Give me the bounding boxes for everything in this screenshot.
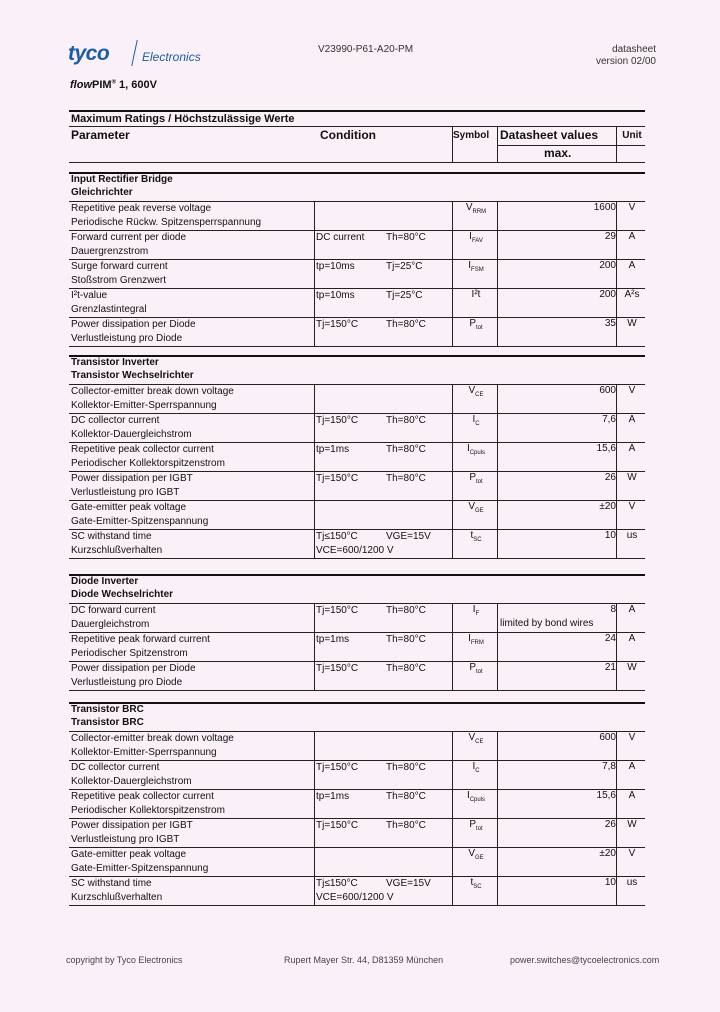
param-en: Power dissipation per Diode	[71, 663, 196, 674]
condition-2: Th=80°C	[386, 473, 426, 484]
symbol-sub: SC	[473, 537, 482, 543]
condition-2: Th=80°C	[386, 444, 426, 455]
product-title	[70, 79, 157, 91]
condition-1: tp=1ms	[316, 444, 350, 455]
col-div	[314, 847, 315, 876]
param-en: Repetitive peak forward current	[71, 634, 210, 645]
col-div	[314, 789, 315, 818]
symbol-sub: GE	[475, 855, 484, 861]
symbol-main: I	[472, 761, 476, 772]
symbol	[463, 662, 489, 675]
symbol	[463, 790, 489, 803]
condition-1: Tj≤150°C	[316, 531, 358, 542]
param-en: DC forward current	[71, 605, 156, 616]
param-de: Periodischer Kollektorspitzenstrom	[71, 458, 225, 469]
param-de: Kurzschlußverhalten	[71, 545, 163, 556]
col-div	[314, 471, 315, 500]
param-de: Periodische Rückw. Spitzensperrspannung	[71, 217, 262, 228]
param-en: Forward current per diode	[71, 232, 187, 243]
symbol-main: t	[470, 877, 474, 888]
doc-version: version 02/00	[595, 56, 656, 67]
param-de: Periodischer Spitzenstrom	[71, 648, 188, 659]
col-div	[452, 259, 453, 288]
symbol-sub: FSM	[471, 267, 484, 273]
value-max: 7,6	[602, 414, 616, 425]
section-title: Input Rectifier Bridge	[71, 174, 173, 185]
col-div	[314, 413, 315, 442]
symbol-main: I	[468, 633, 471, 644]
param-de: Gate-Emitter-Spitzenspannung	[71, 516, 209, 527]
param-de: Kollektor-Dauergleichstrom	[71, 429, 192, 440]
brand-name: tyco	[68, 42, 110, 65]
col-div	[616, 288, 617, 317]
condition-1: Tj=150°C	[316, 473, 359, 484]
section-rule	[69, 702, 645, 704]
col-div-symbol	[452, 126, 453, 162]
param-en: DC collector current	[71, 415, 160, 426]
symbol-main: V	[468, 848, 475, 859]
brand-divider	[131, 40, 138, 66]
col-div	[616, 632, 617, 661]
symbol	[463, 761, 489, 774]
condition-1: tp=1ms	[316, 791, 350, 802]
col-div	[314, 500, 315, 529]
symbol-sub: CE	[475, 739, 484, 745]
col-div	[616, 442, 617, 471]
symbol-main: P	[469, 819, 476, 830]
value-unit: W	[627, 318, 637, 329]
symbol-main: P	[469, 472, 476, 483]
symbol-sub: tot	[476, 325, 483, 331]
header-bottom-rule	[69, 162, 645, 163]
section-title: Diode Inverter	[71, 576, 139, 587]
condition-1: Tj=150°C	[316, 319, 359, 330]
brand-sub: Electronics	[142, 50, 201, 64]
table-top-rule	[69, 110, 645, 112]
condition-3: VCE=600/1200 V	[316, 892, 394, 903]
symbol-sub: FRM	[470, 640, 484, 646]
col-unit: Unit	[622, 130, 642, 141]
col-div	[497, 413, 498, 442]
product-sup: ®	[111, 79, 116, 86]
col-div	[452, 818, 453, 847]
symbol	[463, 472, 489, 485]
symbol	[463, 414, 489, 427]
value-max: 200	[599, 260, 616, 271]
col-div	[314, 603, 315, 632]
section-rule	[69, 574, 645, 576]
symbol-main: I	[466, 790, 470, 801]
symbol-main: t	[470, 530, 474, 541]
col-div	[497, 818, 498, 847]
symbol	[463, 231, 489, 244]
doc-meta	[596, 44, 656, 68]
section-bottom-rule	[69, 558, 645, 559]
condition-2: Th=80°C	[386, 820, 426, 831]
product-main: PIM	[92, 79, 112, 91]
value-max: 10	[604, 530, 616, 541]
symbol-main: I²t	[471, 289, 481, 300]
value-unit: A²s	[624, 289, 640, 300]
section-title: Transistor BRC	[71, 704, 144, 715]
param-en: Gate-emitter peak voltage	[71, 849, 187, 860]
value-max: 1600	[593, 202, 616, 213]
value-unit: A	[628, 790, 636, 801]
param-de: Grenzlastintegral	[71, 304, 147, 315]
symbol-main: I	[468, 260, 472, 271]
col-div	[314, 632, 315, 661]
symbol-sub: tot	[476, 826, 483, 832]
condition-2: Tj=25°C	[386, 290, 423, 301]
value-unit: V	[628, 501, 636, 512]
col-div	[452, 731, 453, 760]
section-title: Transistor Inverter	[71, 357, 159, 368]
param-de: Verlustleistung pro IGBT	[71, 834, 180, 845]
condition-2: VGE=15V	[386, 878, 431, 889]
symbol-sub: C	[475, 768, 480, 774]
condition-1: tp=10ms	[316, 290, 355, 301]
section-bottom-rule	[69, 690, 645, 691]
title-rule	[69, 126, 645, 127]
col-div	[452, 442, 453, 471]
value-max: ±20	[599, 848, 616, 859]
col-div	[616, 413, 617, 442]
col-div	[616, 201, 617, 230]
col-div	[452, 876, 453, 905]
col-div	[314, 259, 315, 288]
col-div	[314, 230, 315, 259]
symbol-main: V	[468, 732, 476, 743]
value-unit: V	[628, 732, 636, 743]
symbol-main: P	[469, 318, 476, 329]
value-max: 35	[604, 318, 616, 329]
value-unit: V	[628, 385, 636, 396]
col-div	[616, 259, 617, 288]
col-div	[616, 529, 617, 558]
col-div	[452, 230, 453, 259]
col-div	[314, 384, 315, 413]
col-div	[314, 760, 315, 789]
value-max: 8	[610, 604, 616, 615]
row-rule	[69, 288, 645, 289]
product-suffix: 1, 600V	[115, 79, 157, 91]
param-de: Verlustleistung pro Diode	[71, 677, 183, 688]
symbol-main: I	[469, 231, 472, 242]
col-div	[452, 500, 453, 529]
col-div	[452, 847, 453, 876]
col-div	[314, 288, 315, 317]
value-max: 200	[599, 289, 616, 300]
col-div	[497, 288, 498, 317]
section-bottom-rule	[69, 346, 645, 347]
condition-1: Tj≤150°C	[316, 878, 358, 889]
col-div	[497, 230, 498, 259]
col-div	[452, 201, 453, 230]
symbol-main: I	[472, 414, 476, 425]
col-div	[452, 529, 453, 558]
col-div	[616, 500, 617, 529]
condition-1: Tj=150°C	[316, 605, 359, 616]
param-en: Power dissipation per Diode	[71, 319, 196, 330]
symbol	[463, 318, 489, 331]
symbol-sub: tot	[476, 479, 483, 485]
footer-address: Rupert Mayer Str. 44, D81359 München	[284, 955, 444, 965]
symbol	[463, 604, 489, 617]
col-div	[497, 317, 498, 346]
col-div	[616, 384, 617, 413]
condition-2: Th=80°C	[386, 415, 426, 426]
condition-1: tp=10ms	[316, 261, 355, 272]
symbol-sub: F	[475, 611, 480, 617]
col-div-unit	[616, 126, 617, 162]
col-div	[452, 413, 453, 442]
value-max: 26	[604, 472, 616, 483]
value-unit: A	[628, 761, 636, 772]
value-unit: A	[628, 260, 636, 271]
condition-2: Th=80°C	[386, 791, 426, 802]
symbol-main: P	[469, 662, 476, 673]
value-max: 600	[599, 385, 616, 396]
param-de: Verlustleistung pro Diode	[71, 333, 183, 344]
condition-2: Th=80°C	[386, 232, 426, 243]
symbol-main: I	[472, 604, 476, 615]
col-parameter: Parameter	[71, 128, 130, 142]
section-subtitle: Gleichrichter	[71, 187, 133, 198]
param-de: Stoßstrom Grenzwert	[71, 275, 167, 286]
section-subtitle: Diode Wechselrichter	[71, 589, 174, 600]
col-div	[616, 789, 617, 818]
col-max: max.	[544, 146, 572, 160]
col-div	[497, 603, 498, 632]
symbol-sub: Cpuls	[469, 797, 486, 803]
col-div	[497, 201, 498, 230]
symbol	[463, 260, 489, 273]
symbol-main: I	[466, 443, 470, 454]
col-div	[616, 847, 617, 876]
symbol-sub: tot	[476, 669, 483, 675]
condition-1: Tj=150°C	[316, 415, 359, 426]
param-en: Collector-emitter break down voltage	[71, 386, 234, 397]
product-prefix: flow	[70, 79, 92, 91]
col-div	[452, 288, 453, 317]
col-div	[616, 731, 617, 760]
param-de: Periodischer Kollektorspitzenstrom	[71, 805, 225, 816]
value-unit: V	[628, 848, 636, 859]
col-div	[314, 529, 315, 558]
param-de: Kollektor-Emitter-Sperrspannung	[71, 400, 217, 411]
symbol	[463, 633, 489, 646]
doc-type: datasheet	[612, 44, 656, 55]
param-de: Dauergleichstrom	[71, 619, 150, 630]
condition-2: Th=80°C	[386, 319, 426, 330]
doc-code: V23990-P61-A20-PM	[318, 44, 414, 55]
col-div	[314, 442, 315, 471]
col-div	[497, 876, 498, 905]
value-unit: A	[628, 604, 636, 615]
param-en: Gate-emitter peak voltage	[71, 502, 187, 513]
col-div	[497, 259, 498, 288]
param-en: I²t-value	[71, 290, 108, 301]
symbol-sub: GE	[475, 508, 484, 514]
param-en: Power dissipation per IGBT	[71, 473, 193, 484]
symbol	[463, 289, 489, 302]
symbol	[463, 202, 489, 215]
value-unit: A	[628, 414, 636, 425]
condition-2: VGE=15V	[386, 531, 431, 542]
param-en: Repetitive peak reverse voltage	[71, 203, 212, 214]
col-div	[314, 818, 315, 847]
value-note: limited by bond wires	[500, 618, 594, 629]
col-div	[497, 384, 498, 413]
value-max: 29	[604, 231, 616, 242]
col-div	[497, 471, 498, 500]
value-unit: A	[628, 443, 636, 454]
value-unit: V	[628, 202, 636, 213]
value-max: 21	[604, 662, 616, 673]
col-div	[452, 760, 453, 789]
param-en: Surge forward current	[71, 261, 168, 272]
col-div-values	[497, 126, 498, 162]
param-en: DC collector current	[71, 762, 160, 773]
section-subtitle: Transistor Wechselrichter	[71, 370, 194, 381]
col-div	[497, 529, 498, 558]
symbol	[463, 819, 489, 832]
value-max: ±20	[599, 501, 616, 512]
symbol	[463, 530, 489, 543]
col-div	[452, 384, 453, 413]
symbol-main: V	[468, 501, 475, 512]
table-title: Maximum Ratings / Höchstzulässige Werte	[71, 113, 295, 125]
param-en: Collector-emitter break down voltage	[71, 733, 234, 744]
condition-1: Tj=150°C	[316, 663, 359, 674]
value-unit: W	[627, 819, 637, 830]
col-condition: Condition	[320, 128, 376, 142]
param-de: Dauergrenzstrom	[71, 246, 149, 257]
value-max: 10	[604, 877, 616, 888]
condition-1: DC current	[316, 232, 365, 243]
col-div	[314, 201, 315, 230]
symbol-sub: SC	[473, 884, 482, 890]
param-en: Power dissipation per IGBT	[71, 820, 193, 831]
col-div	[452, 603, 453, 632]
value-max: 600	[599, 732, 616, 743]
col-div	[616, 876, 617, 905]
col-div	[314, 731, 315, 760]
col-div	[497, 632, 498, 661]
value-max: 26	[604, 819, 616, 830]
symbol	[463, 848, 489, 861]
col-div	[497, 789, 498, 818]
value-max: 24	[604, 633, 616, 644]
col-div	[616, 661, 617, 690]
value-max: 15,6	[596, 443, 616, 454]
col-div	[497, 731, 498, 760]
col-div	[616, 818, 617, 847]
symbol-sub: Cpuls	[469, 450, 486, 456]
condition-3: VCE=600/1200 V	[316, 545, 394, 556]
symbol-sub: FAV	[471, 238, 483, 244]
value-unit: W	[627, 662, 637, 673]
value-unit: A	[628, 633, 636, 644]
col-div	[314, 876, 315, 905]
condition-2: Th=80°C	[386, 605, 426, 616]
symbol-sub: C	[475, 421, 480, 427]
symbol-main: V	[465, 202, 473, 213]
symbol-main: V	[468, 385, 476, 396]
footer-email: power.switches@tycoelectronics.com	[510, 955, 660, 965]
col-div	[452, 789, 453, 818]
col-div	[616, 230, 617, 259]
col-div	[497, 661, 498, 690]
condition-1: Tj=150°C	[316, 762, 359, 773]
col-div	[314, 317, 315, 346]
param-de: Kollektor-Dauergleichstrom	[71, 776, 192, 787]
symbol	[463, 443, 489, 456]
section-subtitle: Transistor BRC	[71, 717, 144, 728]
col-div	[616, 471, 617, 500]
col-div	[452, 471, 453, 500]
value-unit: us	[626, 877, 638, 888]
condition-2: Tj=25°C	[386, 261, 423, 272]
condition-2: Th=80°C	[386, 663, 426, 674]
value-unit: us	[626, 530, 638, 541]
symbol	[463, 501, 489, 514]
section-bottom-rule	[69, 905, 645, 906]
col-div	[616, 603, 617, 632]
col-div	[497, 760, 498, 789]
col-div	[452, 317, 453, 346]
symbol	[463, 877, 489, 890]
col-div	[616, 317, 617, 346]
param-de: Gate-Emitter-Spitzenspannung	[71, 863, 209, 874]
col-div	[452, 661, 453, 690]
param-de: Kollektor-Emitter-Sperrspannung	[71, 747, 217, 758]
symbol-sub: CE	[475, 392, 484, 398]
col-div	[497, 847, 498, 876]
param-en: Repetitive peak collector current	[71, 444, 214, 455]
symbol	[463, 732, 489, 745]
param-en: Repetitive peak collector current	[71, 791, 214, 802]
symbol	[463, 385, 489, 398]
col-div	[497, 442, 498, 471]
param-en: SC withstand time	[71, 531, 152, 542]
param-de: Verlustleistung pro IGBT	[71, 487, 180, 498]
col-values: Datasheet values	[500, 128, 599, 142]
condition-2: Th=80°C	[386, 762, 426, 773]
value-unit: W	[627, 472, 637, 483]
condition-1: Tj=150°C	[316, 820, 359, 831]
col-div	[452, 632, 453, 661]
condition-1: tp=1ms	[316, 634, 350, 645]
value-max: 7,8	[602, 761, 616, 772]
param-en: SC withstand time	[71, 878, 152, 889]
col-div	[497, 500, 498, 529]
col-div	[314, 661, 315, 690]
condition-2: Th=80°C	[386, 634, 426, 645]
value-unit: A	[628, 231, 636, 242]
symbol-sub: RRM	[472, 209, 487, 215]
param-de: Kurzschlußverhalten	[71, 892, 163, 903]
col-div	[616, 760, 617, 789]
footer-copyright: copyright by Tyco Electronics	[66, 955, 183, 965]
value-max: 15,6	[596, 790, 616, 801]
